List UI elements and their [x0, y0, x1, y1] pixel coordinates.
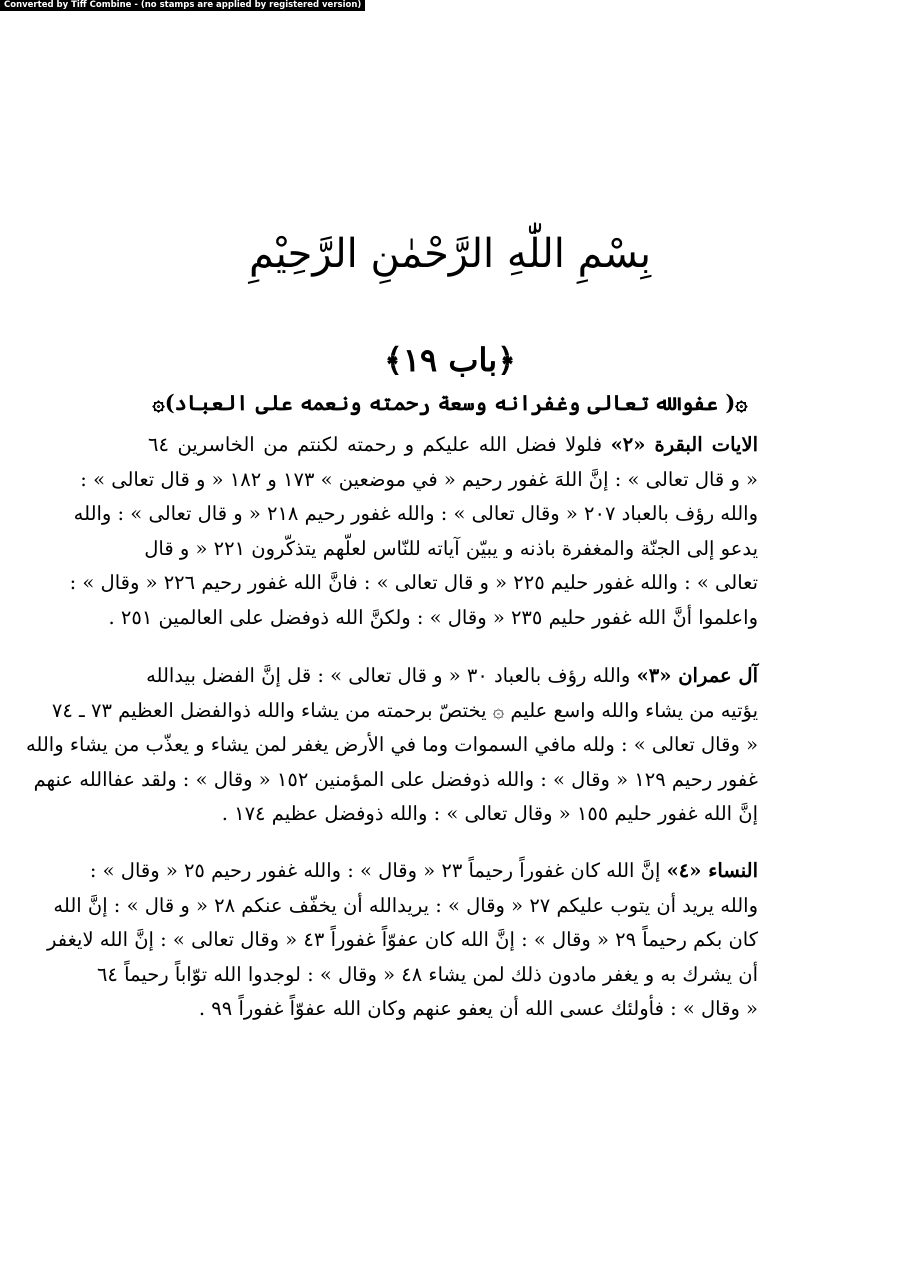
text-line: أن يشرك به و يغفر مادون ذلك لمن يشاء ٤٨ « وقال » : لوجدوا الله توّاباً رحيماً ٦٤	[96, 962, 758, 986]
text-line: واعلموا أنَّ الله غفور حليم ٢٣٥ « وقال » : ولكنَّ الله ذوفضل على العالمين ٢٥١ .	[108, 605, 758, 629]
section-al-imran	[25, 659, 758, 832]
text-line: الايات البقرة «٢» فلولا فضل الله عليكم و رحمته لكنتم من الخاسرين ٦٤	[148, 433, 758, 456]
converter-banner: Converted by Tiff Combine - (no stamps are applied by registered version)	[0, 0, 365, 11]
section-label: النساء «٤»	[666, 859, 758, 882]
section-nisa	[46, 854, 758, 1027]
text-line: إنَّ الله غفور حليم ١٥٥ « وقال تعالى » : والله ذوفضل عظيم ١٧٤ .	[221, 802, 758, 825]
text-line: تعالى » : والله غفور حليم ٢٢٥ « و قال تعالى » : فانَّ الله غفور رحيم ٢٢٦ « وقال » :	[69, 571, 758, 594]
chapter-subtitle: ۞( عفوالله تعالى وغفرانه وسعة رحمته ونعمه على العباد)۞	[152, 390, 748, 415]
section-label: آل عمران «٣»	[636, 664, 758, 687]
text-line: « وقال » : فأولئك عسى الله أن يعفو عنهم وكان الله عفوّاً غفوراً ٩٩ .	[198, 997, 758, 1020]
text-line: يدعو إلى الجنّة والمغفرة باذنه و يبيّن آياته للنّاس لعلّهم يتذكّرون ٢٢١ « و قال	[144, 536, 758, 560]
text-line: آل عمران «٣» والله رؤف بالعباد ٣٠ « و قال تعالى » : قل إنَّ الفضل بيدالله	[146, 664, 758, 687]
text-line: والله يريد أن يتوب عليكم ٢٧ « وقال » : يريدالله أن يخفّف عنكم ٢٨ « و قال » : إنَّ الله	[53, 893, 758, 917]
text-line: كان بكم رحيماً ٢٩ « وقال » : إنَّ الله كان عفوّاً غفوراً ٤٣ « وقال تعالى » : إنَّ الله لايغفر	[46, 928, 758, 951]
text-line: والله رؤف بالعباد ٢٠٧ « وقال تعالى » : والله غفور رحيم ٢١٨ « و قال تعالى » : والله	[73, 502, 758, 525]
text-line: « وقال تعالى » : ولله مافي السموات وما في الأرض يغفر لمن يشاء و يعذّب من يشاء والله	[25, 733, 758, 756]
text-line: النساء «٤» إنَّ الله كان غفوراً رحيماً ٢٣ « وقال » : والله غفور رحيم ٢٥ « وقال » :	[89, 859, 758, 882]
text-line: غفور رحيم ١٢٩ « وقال » : والله ذوفضل على المؤمنين ١٥٢ « وقال » : ولقد عفاالله عنهم	[33, 767, 758, 791]
chapter-title: ﴿باب ١٩﴾	[384, 341, 516, 379]
section-label: الايات البقرة «٢»	[610, 433, 758, 456]
text-line: « و قال تعالى » : إنَّ اللهَ غفور رحيم « في موضعين » ١٧٣ و ١٨٢ « و قال تعالى » :	[80, 467, 758, 491]
section-baqarah	[69, 428, 758, 635]
text-line: يؤتيه من يشاء والله واسع عليم ۞ يختصّ برحمته من يشاء والله ذوالفضل العظيم ٧٣ ـ ٧٤	[51, 698, 758, 722]
basmala-heading: بِسْمِ اللّٰهِ الرَّحْمٰنِ الرَّحِيْمِ	[248, 231, 652, 277]
